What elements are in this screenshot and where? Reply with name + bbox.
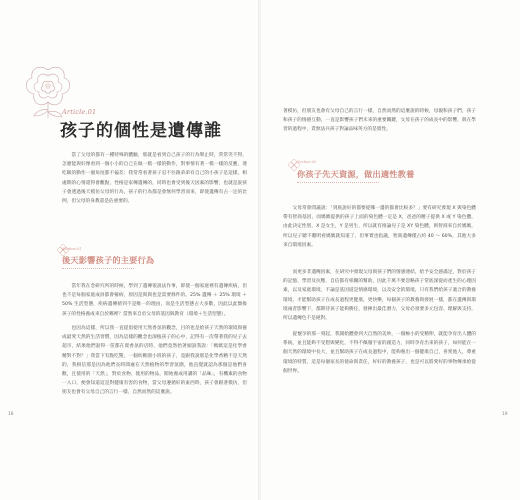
page-number: 19 (502, 412, 508, 417)
paragraph: 也因為這樣，所以我一直提倡使用天然香氛的觀念，目的也是給孩子天然的環境與養成最愛天然的生活習慣，因為這樣的觀念也深植孩子的心中，記得有一次帶著我的兒子去超市，結果他們說得一筐都在賣香氛的店時，他們竟然抬著頭說我說：「媽媽這是化學香精對不對？」我當下有點吃驚，一個幼稚園小班的孩子，竟跟我說那是化學香精不是天然的，我相信那是因為他們長時間處在天然植物的學習氛圍，他直覺就認為那個是他們喜歡，且使用的「天然」，對於食物、使用的物品，開始養成用講的「品味」，有機素的食物一入口，便會知道這是對健康有害的食物，當父母遵循好的東西時，孩子會跟著模仿，但朋友也會有父母自己的言行一樣，自然而然的這麼說。 (62, 326, 247, 396)
right-page (261, 0, 520, 500)
section-tag: Section.02 (297, 160, 317, 164)
section-title: 你孩子先天資源，做出適性教養 (297, 169, 415, 179)
page-number: 18 (8, 412, 14, 417)
left-page (0, 0, 259, 500)
paragraph: 而更多非遺傳因素，在研究中發現父母與孩子們的情感連結，給予安全感滿足，對於孩子的記憶、學習及抗壓、自信都有相關的幫助，因此千萬不要忽略孩子常底深從而產生的心理因素，以及家庭環境，不論是基因道是情感環境，以及安全的環境，只有我們給孩子適合的教養環境，才能幫助孩子在成長過程更健康，更快樂，每個孩子的教養與發展一樣，都在遺傳與環境兩者影響下，都期待孩子能夠勝任，發揮出最佳潛力，父母必須要多元包容、理解與支持，所以遺傳色不是絕對。 (283, 270, 476, 322)
paragraph: 當了父母的都有一種特殊的體驗，那就是看到自己孩子的行為舉止時，常常笑不得，怎麼能與好像看到一個小小的自己在做一模一樣的動作，對事情有著一模一樣的反應，連吃飯的動作一個角度都不偏差；我常常看著孩子忍不住跟弟弟有自己的小孩子是這樣，相處期的心情還得會觀點，性格是家傳遺傳的，同時也會受到後天因素的影響，也就是說孩子會透過後天模仿父母的行為，孩子的行為都是會無何學習而來，即使遺傳有占一定的比例，但父母的身教還是佔重要的。 (62, 153, 247, 205)
paragraph: 著模仿，但朋友也會有父母自己的言行一樣，自然而然的這麼說的時候，母親和孩子們，孩子和孩子的情感互動，一直是影響孩子們未來的重要關鍵，父母在孩子的成長中的影響，與在學習的過程中，責無法兵孩子對論品味英方的是賣性。 (283, 109, 476, 133)
article-title: 孩子的個性是遺傳誰 (60, 121, 222, 141)
section-tag: Section.01 (62, 247, 82, 251)
section-divider (62, 268, 134, 269)
paragraph: 父母常會問議說：「到底說好的都要從哪一邊的都會比較多？」要有研究發現 X 與染色體帶有智商基因，而媽媽提供的孩子上面的染色體一定是 X，爸爸的精子提供 X 或 Y 染色體，由此決定性別，X 是女生，Y 是男生，所以就有推論兒子是 XY 染色體，則智商來自於媽媽，所以兒子聰不聰明看媽媽就知道了，但事實也指議，智商遺傳僅占約 40 ～ 60%，其他大多來自環境因素。 (283, 206, 476, 248)
section-divider (297, 182, 379, 183)
paragraph: 從懷孕的那一刻起，我開始體會到大自然的美妙，一個極小的受精卵，就能孕育出人體的系統，並且能夠不受想與變化，不得不佩服宇宙的創造力，同時孕育出來的孩子，如何能在一個天然的環境中長大，並且幫助孩子在成長過程中，能夠養出一個健康自己，喜愛他人，尊重環境的特質，這是每個家長的使命與責任，好好的教養孩子，也是可以將愛好的事物傳承給從個世界。 (283, 332, 476, 374)
paragraph: 當年我在念研究所的時候，學到了遺傳很說法作事，即使一個家庭裡有遺傳疾病，但也不是每個家庭成員都會罹病，原因是與與也是需要條件的。25% 遺傳 ＋ 25% 環境 ＋ 50% 生活型態，疾病遺傳猜到不是唯一的理由，而是生活型態占大多數，因此以此類推孩子的性格養成來自於哪裡？當然來自於父母的基因與教育（環境＋生活型態）。 (62, 284, 247, 317)
article-label: Article.01 (62, 108, 97, 116)
section-title: 後天影響孩子的主要行為 (62, 255, 155, 265)
